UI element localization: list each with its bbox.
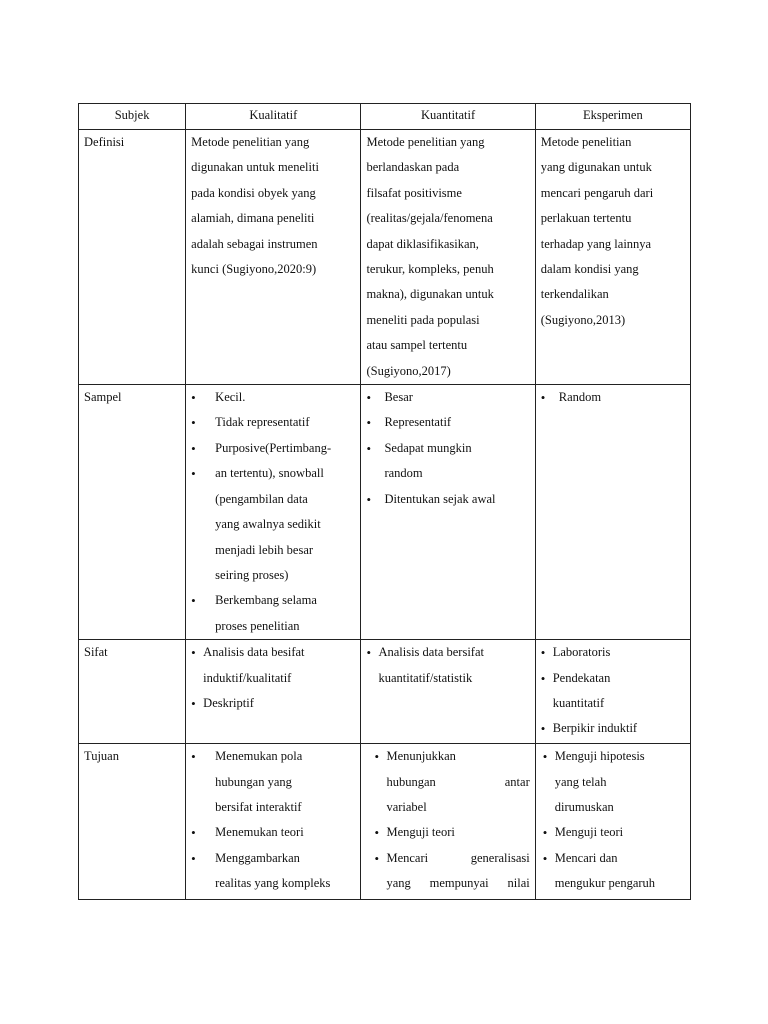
- text-line: alamiah, dimana peneliti: [191, 211, 315, 226]
- text-line: filsafat positivisme: [366, 185, 462, 200]
- definisi-kuantitatif: [361, 130, 535, 385]
- text-line: atau sampel tertentu: [366, 338, 468, 353]
- list-item: • Mencari dan mengukur pengaruh: [543, 846, 685, 897]
- list-item: • Purposive(Pertimbang-: [191, 436, 355, 461]
- comparison-table: [78, 103, 691, 900]
- list-item: • Kecil.: [191, 385, 355, 410]
- list-item: • Menemukan teori: [191, 820, 355, 845]
- bullet-list: [541, 640, 685, 742]
- header-eksperimen: Eksperimen: [535, 104, 690, 130]
- list-item: • Menggambarkan realitas yang kompleks: [191, 846, 355, 897]
- bullet-list: [191, 385, 355, 639]
- row-label-sampel: Sampel: [84, 390, 122, 405]
- text-line: mencari pengaruh dari: [540, 185, 654, 200]
- text-line: adalah sebagai instrumen: [191, 236, 318, 251]
- text-line: digunakan untuk meneliti: [191, 160, 319, 175]
- text-line: Metode penelitian yang: [366, 135, 485, 149]
- row-label-definisi: Definisi: [84, 135, 125, 149]
- table-row-tujuan: [79, 744, 691, 900]
- text-line: meneliti pada populasi: [366, 312, 480, 327]
- sifat-kualitatif: [186, 640, 361, 744]
- header-kuantitatif: Kuantitatif: [361, 104, 535, 130]
- tujuan-eksperimen: [535, 744, 690, 900]
- text-line: pada kondisi obyek yang: [191, 185, 316, 200]
- text-line: perlakuan tertentu: [540, 211, 632, 226]
- list-item: • Besar: [366, 385, 529, 410]
- list-item: • Deskriptif: [191, 691, 355, 716]
- definisi-kualitatif: [186, 130, 361, 385]
- bullet-list: [366, 640, 529, 691]
- sampel-eksperimen: [535, 385, 690, 640]
- definisi-eksperimen: [535, 130, 690, 385]
- text-line: terkendalikan: [540, 287, 609, 302]
- text-line: Metode penelitian: [540, 135, 632, 149]
- list-item: • Representatif: [366, 410, 529, 435]
- text-line: (realitas/gejala/fenomena: [366, 211, 493, 226]
- list-item: • Pendekatan kuantitatif: [541, 666, 685, 717]
- list-item: • Menguji teori: [543, 820, 685, 845]
- table-row-sampel: [79, 385, 691, 640]
- tujuan-kuantitatif: [361, 744, 535, 900]
- list-item: • Analisis data bersifat kuantitatif/statistik: [366, 640, 529, 691]
- bullet-list: [366, 744, 529, 896]
- table-header-row: [79, 104, 691, 130]
- text-line: berlandaskan pada: [366, 160, 460, 175]
- bullet-list: [191, 640, 355, 716]
- text-line: dapat diklasifikasikan,: [366, 236, 479, 251]
- sampel-kuantitatif: [361, 385, 535, 640]
- list-item: • Tidak representatif: [191, 410, 355, 435]
- list-item: • Menemukan pola hubungan yang bersifat interaktif: [191, 744, 355, 820]
- header-subjek: Subjek: [79, 104, 186, 130]
- sampel-kualitatif: [186, 385, 361, 640]
- tujuan-kualitatif: [186, 744, 361, 900]
- list-item: • Berpikir induktif: [541, 716, 685, 741]
- text-line: yang digunakan untuk: [540, 160, 652, 175]
- row-label-tujuan: Tujuan: [84, 749, 119, 764]
- text-line: (Sugiyono,2017): [366, 363, 451, 378]
- bullet-list: [541, 744, 685, 896]
- header-kualitatif: Kualitatif: [186, 104, 361, 130]
- text-line: (Sugiyono,2013): [540, 312, 626, 327]
- list-item: • Analisis data besifat induktif/kualitatif: [191, 640, 355, 691]
- row-label-sifat: Sifat: [84, 645, 108, 660]
- text-line: terhadap yang lainnya: [540, 236, 652, 251]
- list-item: • an tertentu), snowball (pengambilan data yang awalnya sedikit menjadi lebih besar seiring proses): [191, 461, 355, 588]
- text-line: makna), digunakan untuk: [366, 287, 494, 302]
- text-line: dalam kondisi yang: [540, 262, 639, 277]
- list-item: • Laboratoris: [541, 640, 685, 665]
- list-item: • Ditentukan sejak awal: [366, 487, 529, 512]
- bullet-list: [191, 744, 355, 896]
- list-item: • Sedapat mungkin random: [366, 436, 529, 487]
- list-item: • Menunjukkan hubungan antar variabel: [374, 744, 529, 820]
- sifat-eksperimen: [535, 640, 690, 744]
- list-item: • Menguji teori: [374, 820, 529, 845]
- table-row-sifat: [79, 640, 691, 744]
- table-row-definisi: [79, 130, 691, 385]
- list-item: • Menguji hipotesis yang telah dirumuskan: [543, 744, 685, 820]
- bullet-list: [541, 385, 685, 410]
- sifat-kuantitatif: [361, 640, 535, 744]
- text-line: terukur, kompleks, penuh: [366, 262, 494, 277]
- list-item: • Random: [541, 385, 685, 410]
- bullet-list: [366, 385, 529, 512]
- text-line: Metode penelitian yang: [191, 135, 310, 149]
- list-item: • Mencari generalisasi yang mempunyai nilai: [374, 846, 529, 897]
- text-line: kunci (Sugiyono,2020:9): [191, 262, 317, 277]
- list-item: • Berkembang selama proses penelitian: [191, 588, 355, 639]
